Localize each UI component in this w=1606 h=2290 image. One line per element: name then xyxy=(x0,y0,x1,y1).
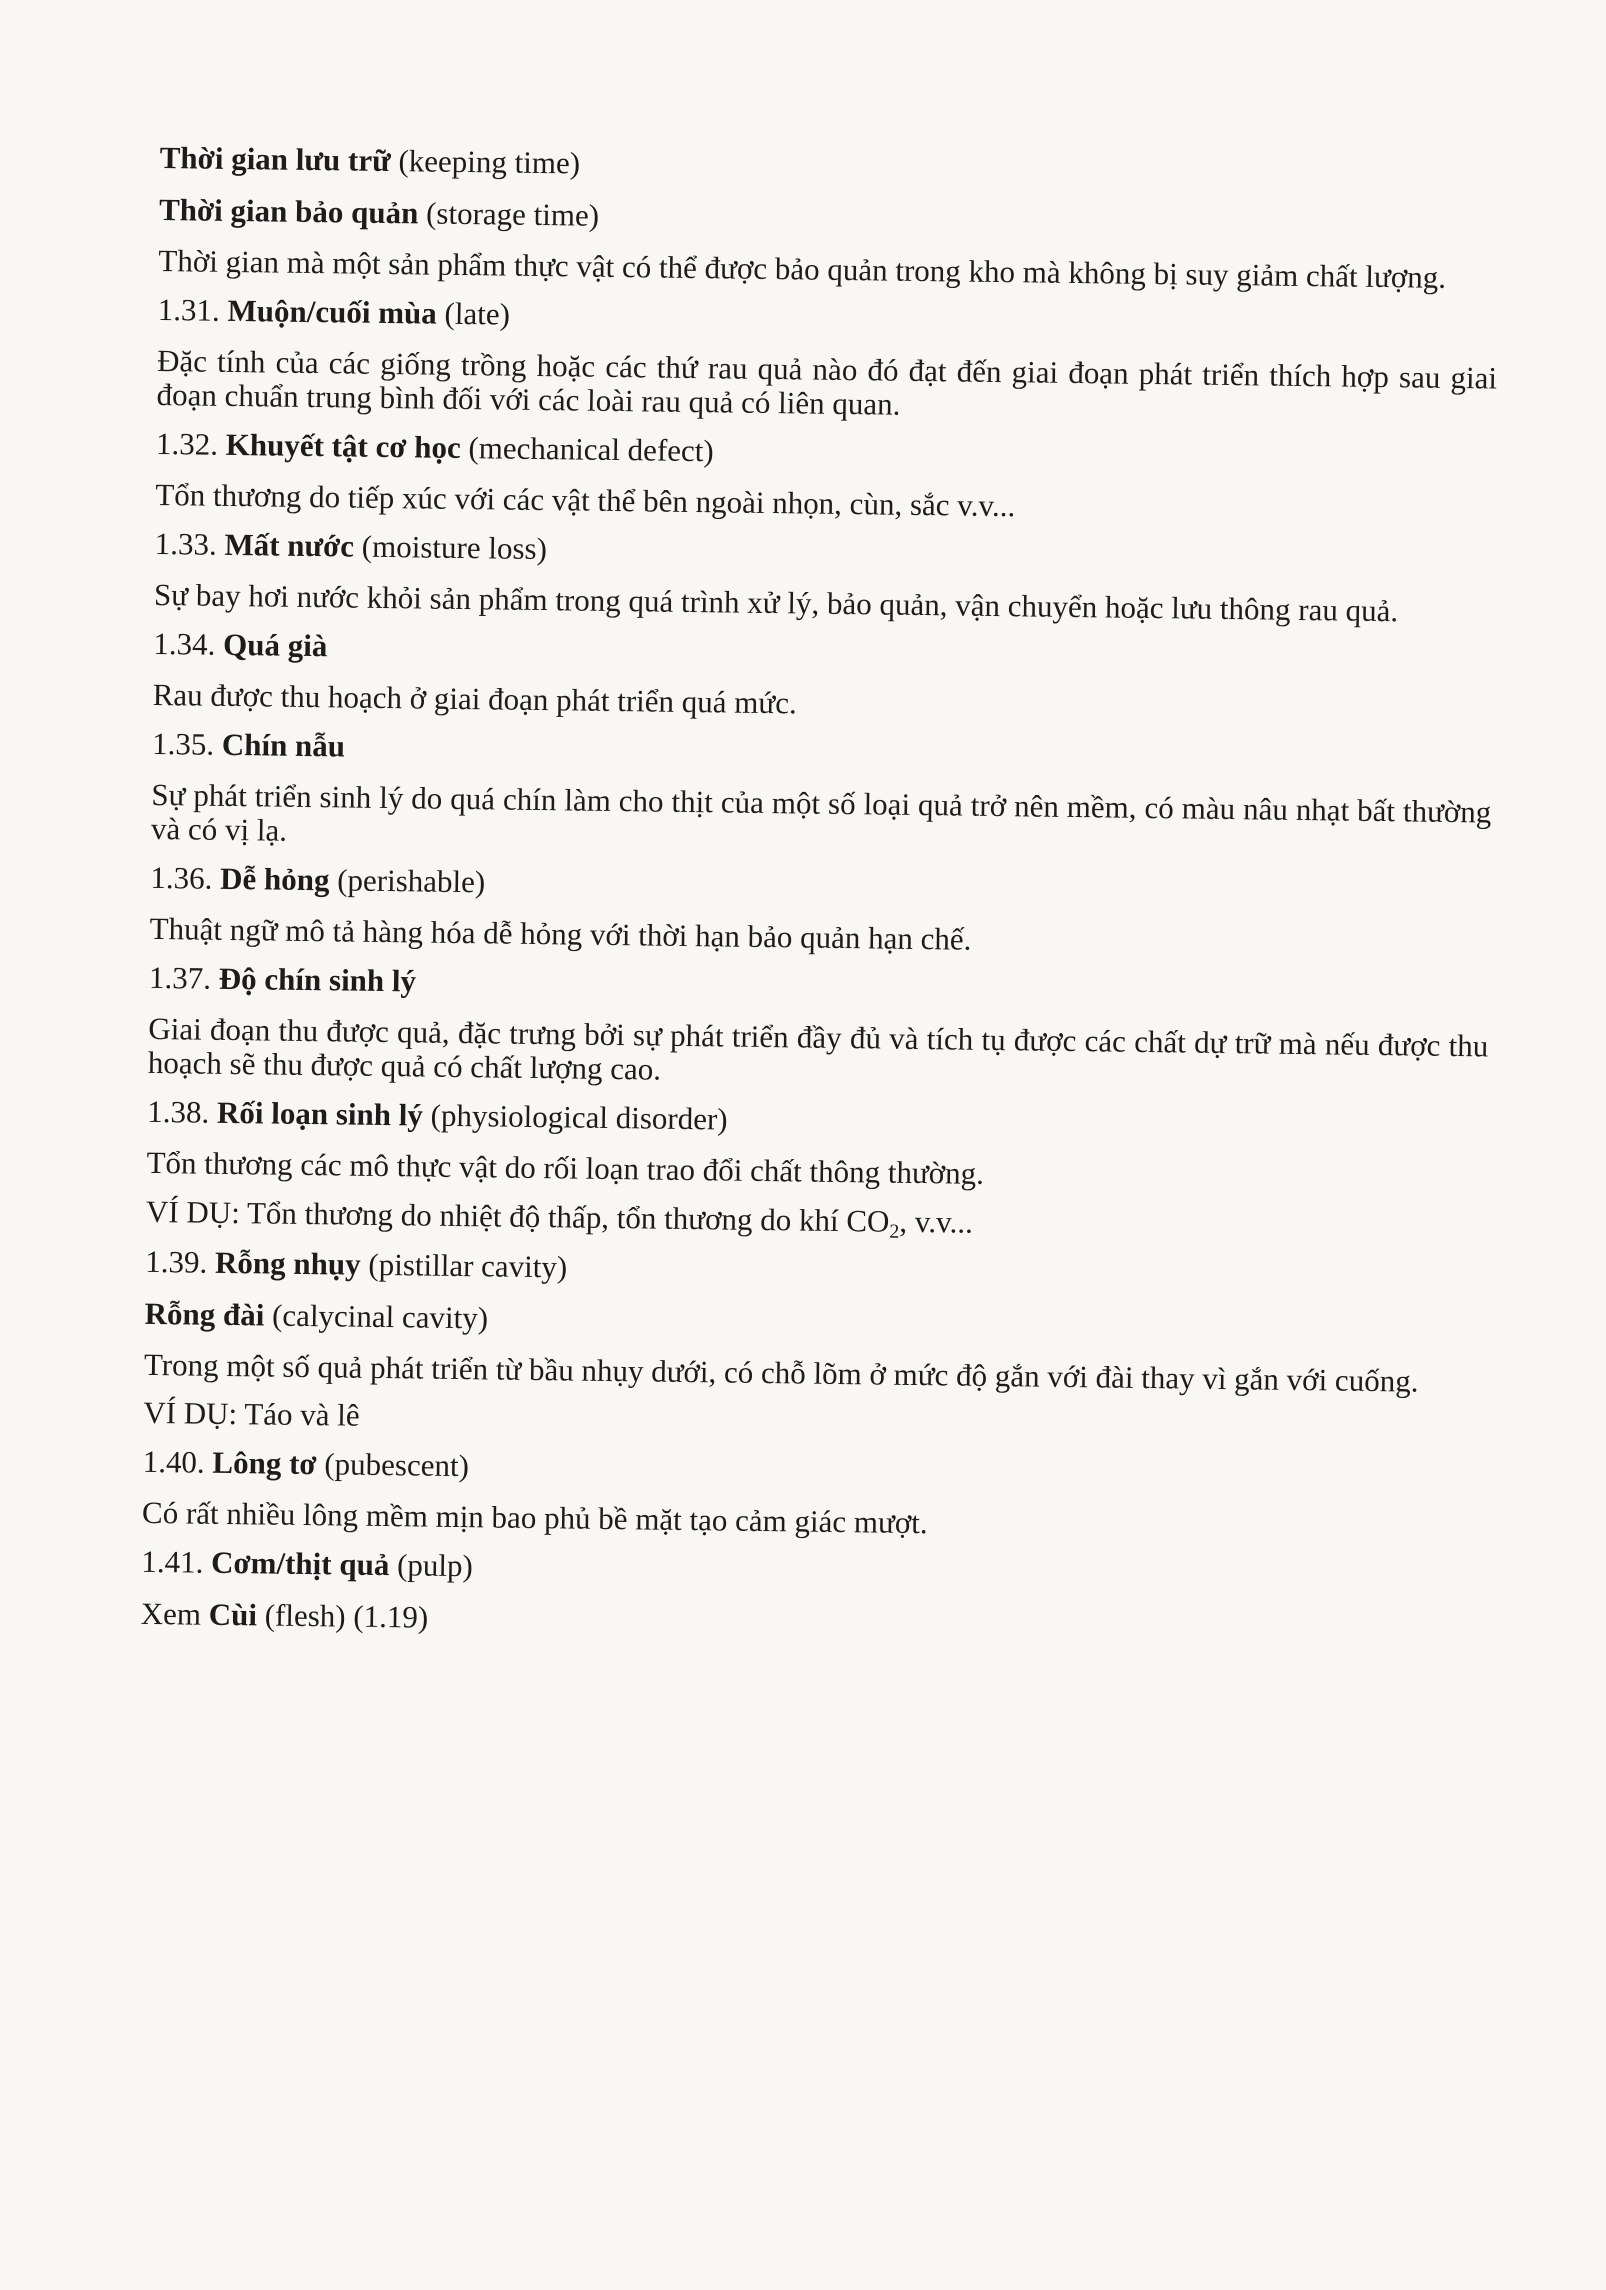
term-heading: Thời gian bảo quản (storage time) xyxy=(158,191,600,233)
definition-text: Sự bay hơi nước khỏi sản phẩm trong quá trình xử lý, bảo quản, vận chuyển hoặc lưu thông rau quả. xyxy=(153,576,1399,629)
term-heading: 1.32. Khuyết tật cơ học (mechanical defect) xyxy=(155,425,714,469)
term-heading: Thời gian lưu trữ (keeping time) xyxy=(159,140,581,181)
definition-text: Sự phát triển sinh lý do quá chín làm cho thịt của một số loại quả trở nên mềm, có màu nâu nhạt bất thường và có vị lạ. xyxy=(150,776,1492,848)
definition-text: Đặc tính của các giống trồng hoặc các thứ rau quả nào đó đạt đến giai đoạn phát triển thích hợp sau giai đoạn chuẩn trung bình đối với các loài rau quả có liên quan. xyxy=(156,342,1498,422)
term-heading: 1.33. Mất nước (moisture loss) xyxy=(154,525,548,567)
term-heading: 1.34. Quá già xyxy=(153,625,328,664)
term-heading: 1.38. Rối loạn sinh lý (physiological disorder) xyxy=(147,1093,728,1137)
definition-text: Thuật ngữ mô tả hàng hóa dễ hỏng với thời hạn bảo quản hạn chế. xyxy=(149,910,972,957)
definition-text: Tổn thương do tiếp xúc với các vật thể bên ngoài nhọn, cùn, sắc v.v... xyxy=(155,476,1016,524)
definition-text: Có rất nhiều lông mềm mịn bao phủ bề mặt tạo cảm giác mượt. xyxy=(141,1494,928,1541)
term-heading: 1.35. Chín nẫu xyxy=(151,725,346,764)
cross-reference: Xem Cùi (flesh) (1.19) xyxy=(140,1595,429,1635)
example-text: VÍ DỤ: Táo và lê xyxy=(143,1394,360,1433)
definition-text: Trong một số quả phát triển từ bầu nhụy dưới, có chỗ lõm ở mức độ gắn với đài thay vì gắn với cuống. xyxy=(143,1346,1419,1399)
definition-text: Thời gian mà một sản phẩm thực vật có thể được bảo quản trong kho mà không bị suy giảm chất lượng. xyxy=(158,242,1447,295)
term-heading: Rỗng đài (calycinal cavity) xyxy=(144,1295,489,1336)
term-heading: 1.39. Rỗng nhụy (pistillar cavity) xyxy=(145,1243,568,1285)
term-heading: 1.37. Độ chín sinh lý xyxy=(148,959,417,999)
page-body xyxy=(140,140,1500,1663)
term-heading: 1.41. Cơm/thịt quả (pulp) xyxy=(141,1543,474,1584)
definition-text: Giai đoạn thu được quả, đặc trưng bởi sự phát triển đầy đủ và tích tụ được các chất dự trữ mà nếu được thu hoạch sẽ thu được quả có chất lượng cao. xyxy=(147,1010,1489,1087)
definition-text: Rau được thu hoạch ở giai đoạn phát triển quá mức. xyxy=(152,676,797,721)
term-heading: 1.31. Muộn/cuối mùa (late) xyxy=(157,291,511,332)
definition-text: Tổn thương các mô thực vật do rối loạn trao đổi chất thông thường. xyxy=(146,1144,985,1191)
term-heading: 1.36. Dễ hỏng (perishable) xyxy=(150,859,486,900)
term-heading: 1.40. Lông tơ (pubescent) xyxy=(142,1443,470,1484)
example-text: VÍ DỤ: Tổn thương do nhiệt độ thấp, tổn thương do khí $CO_2$, v.v... xyxy=(145,1193,974,1243)
